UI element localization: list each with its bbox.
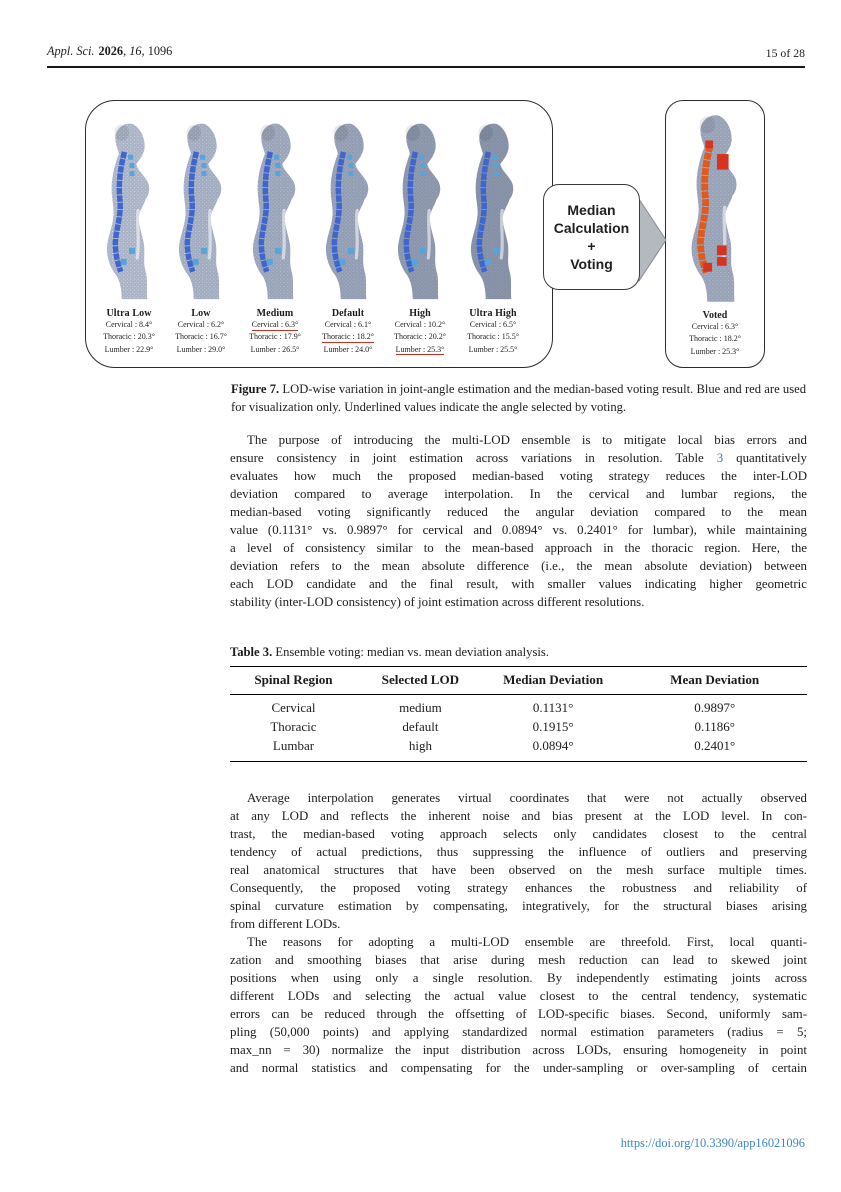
body-mesh	[310, 115, 386, 305]
text-after-link: quantitatively	[723, 451, 807, 465]
text-line: The reasons for adopting a multi-LOD ensemble are threefold. First, local quanti-	[247, 935, 807, 949]
lod-angle-value: Thoracic : 17.9°	[249, 332, 301, 342]
table-3	[230, 666, 807, 762]
text-line-with-link	[230, 449, 807, 467]
lod-angle-value	[237, 319, 313, 331]
body-mesh	[455, 115, 531, 305]
lod-angle-value: Cervical : 6.5°	[469, 320, 517, 329]
table-cell: Lumbar	[230, 736, 357, 761]
text-line: The purpose of introducing the multi-LOD ensemble is to mitigate local bias errors and	[247, 433, 807, 447]
figure-7	[85, 98, 765, 374]
process-box-line: Calculation	[553, 219, 630, 236]
separator: ,	[141, 44, 148, 58]
table-column-header: Median Deviation	[484, 667, 622, 695]
journal-name: Appl. Sci.	[47, 44, 95, 58]
lod-angle-value	[382, 344, 458, 356]
lod-comparison-box	[85, 100, 553, 368]
voted-label: Voted	[702, 310, 728, 321]
figure-caption-text: LOD-wise variation in joint-angle estimation and the median-based voting result. Blue and red are used for visualization only. Underlined values indicate the angle selected by voting.	[231, 382, 806, 414]
table-row	[230, 695, 807, 718]
process-box-line: Voting	[570, 256, 613, 273]
body-mesh	[163, 115, 239, 305]
text-line: trast, the median-based voting approach selects only candidates closest to the central	[230, 827, 807, 841]
text-line: evaluates how much the proposed median-based voting strategy reduces the inter-LOD	[230, 469, 807, 483]
table-cell: 0.1186°	[694, 718, 735, 734]
text-line: real anatomical structures that have been observed on the mesh surface multiple times.	[230, 863, 807, 877]
lod-label: Ultra High	[469, 308, 517, 319]
table-column-header: Spinal Region	[230, 667, 357, 695]
journal-header	[47, 44, 172, 59]
process-box-line: +	[587, 238, 596, 254]
lod-angle-value: Cervical : 8.4°	[105, 320, 153, 329]
table-column-header: Mean Deviation	[622, 667, 807, 695]
lod-angle-value: Cervical : 6.1°	[324, 320, 372, 329]
text-line: pling (50,000 points) and applying standardized normal estimation parameters (radius = 5;	[230, 1025, 807, 1039]
table-caption-text: Ensemble voting: median vs. mean deviation analysis.	[272, 645, 549, 659]
lod-label: High	[409, 308, 431, 319]
text-line: a level of consistency similar to the mean-based approach in the thoracic region. Here, the	[230, 541, 807, 555]
voted-angle-value: Thoracic : 18.2°	[689, 334, 741, 344]
lod-label: Low	[191, 308, 211, 319]
table-cell: medium	[399, 700, 442, 715]
voted-angle-value: Lumber : 25.3°	[690, 346, 740, 356]
lod-angle-value: Cervical : 6.2°	[177, 320, 225, 329]
text-line: spinal curvature estimation by compensating, integratively, for the structural biases arising	[230, 899, 807, 913]
voted-angle-underline: Lumber : 25.3°	[395, 344, 445, 354]
voted-angle-value: Cervical : 6.3°	[691, 322, 739, 331]
table-cell: 0.1131°	[532, 700, 574, 715]
text-line: from different LODs.	[230, 917, 341, 931]
table-cell: 0.0894°	[484, 736, 622, 761]
lod-label: Default	[331, 308, 365, 319]
lod-panel-medium	[237, 115, 313, 356]
voted-result-box	[665, 100, 765, 368]
text-line: errors can be reduced through the offsetting of LOD-specific biases. Second, uniformly sam-	[230, 1007, 807, 1021]
lod-angle-value	[310, 331, 386, 343]
lod-angle-value: Cervical : 10.2°	[394, 320, 446, 329]
text-before-link: ensure consistency in joint estimation across variations in resolution. Table	[230, 451, 717, 465]
lod-angle-value: Lumber : 26.5°	[250, 344, 300, 354]
text-line: Average interpolation generates virtual coordinates that were not actually observed	[247, 791, 807, 805]
table-cell: 0.9897°	[694, 700, 736, 715]
lod-angle-value: Lumber : 24.0°	[323, 344, 373, 354]
figure-caption-label: Figure 7.	[231, 382, 280, 396]
paragraph-1	[230, 431, 807, 611]
table-cell: high	[357, 736, 484, 761]
lod-angle-value: Lumber : 29.0°	[176, 344, 226, 354]
table-cell: 0.2401°	[622, 736, 807, 761]
body-mesh	[382, 115, 458, 305]
text-line: at any LOD and reflects the inherent noise and bias present at the LOD level. In con-	[230, 809, 807, 823]
table-column-header: Selected LOD	[357, 667, 484, 695]
lod-panel-high	[382, 115, 458, 356]
lod-angle-value: Thoracic : 16.7°	[175, 332, 227, 342]
lod-panel-default	[310, 115, 386, 356]
voted-angle-underline: Cervical : 6.3°	[251, 320, 299, 329]
table-3-reference-link[interactable]: 3	[716, 451, 724, 465]
table-cell: Thoracic	[270, 718, 317, 734]
doi-link[interactable]: https://doi.org/10.3390/app16021096	[620, 1136, 805, 1150]
lod-panel-ultra-low	[91, 115, 167, 356]
lod-panel-ultra-high	[455, 115, 531, 356]
table-caption	[230, 644, 807, 660]
text-line: tendency of actual predictions, thus suppressing the influence of outliers and preserving	[230, 845, 807, 859]
lod-angle-value: Lumber : 25.5°	[468, 344, 518, 354]
text-line: zation and smoothing biases that arise during mesh reduction can lead to skewed joint	[230, 953, 807, 967]
paragraph-2-3	[230, 789, 807, 1077]
separator: ,	[123, 44, 130, 58]
text-line: median-based voting significantly reduced the angular deviation compared to the mean	[230, 505, 807, 519]
text-line: each LOD candidate and the final result, with smaller values indicating higher geometric	[230, 577, 807, 591]
process-box-line: Median	[567, 201, 616, 218]
median-voting-process-box	[543, 184, 640, 290]
text-line: different LODs and selecting the actual value closest to the central tendency, systematic	[230, 989, 807, 1003]
table-cell: 0.1915°	[532, 718, 574, 734]
page-number: 15 of 28	[765, 46, 805, 60]
lod-label: Ultra Low	[106, 308, 152, 319]
text-line: Consequently, the proposed voting strategy enhances the robustness and reliability of	[230, 881, 807, 895]
body-mesh	[237, 115, 313, 305]
header-rule	[47, 66, 805, 68]
lod-angle-value: Lumber : 22.9°	[104, 344, 154, 354]
journal-year: 2026	[98, 44, 124, 58]
flow-arrow-icon	[638, 192, 668, 293]
lod-angle-value: Thoracic : 20.3°	[103, 332, 155, 342]
journal-volume: 16	[129, 44, 142, 58]
text-line: deviation refers to the mean absolute difference (i.e., the mean absolute deviation) between	[230, 559, 807, 573]
table-row	[230, 717, 807, 736]
lod-panel-low	[163, 115, 239, 356]
figure-caption	[231, 380, 806, 416]
lod-label: Medium	[256, 308, 294, 319]
text-line: max_nn = 30) normalize the input distribution across LODs, ensuring homogeneity in point	[230, 1043, 807, 1057]
text-line: positions when using only a single resolution. By independently estimating joints across	[230, 971, 807, 985]
body-mesh	[91, 115, 167, 305]
journal-article-number: 1096	[147, 44, 173, 58]
lod-angle-value: Thoracic : 15.5°	[467, 332, 519, 342]
text-line: stability (inter-LOD consistency) of joint estimation across different resolutions.	[230, 595, 645, 609]
voted-body-mesh	[666, 107, 764, 307]
lod-angle-value: Thoracic : 20.2°	[394, 332, 446, 342]
text-line: value (0.1131° vs. 0.9897° for cervical and 0.0894° vs. 0.2401° for lumbar), while maintaining	[230, 523, 807, 537]
table-cell: default	[402, 718, 439, 734]
table-row	[230, 736, 807, 761]
table-caption-label: Table 3.	[230, 645, 273, 659]
text-line: deviation compared to average interpolation. In the cervical and lumbar regions, the	[230, 487, 807, 501]
text-line: and normal statistics and compensating for the under-sampling or over-sampling of certain	[230, 1061, 807, 1075]
table-cell: Cervical	[271, 700, 316, 715]
voted-angle-underline: Thoracic : 18.2°	[322, 332, 374, 342]
